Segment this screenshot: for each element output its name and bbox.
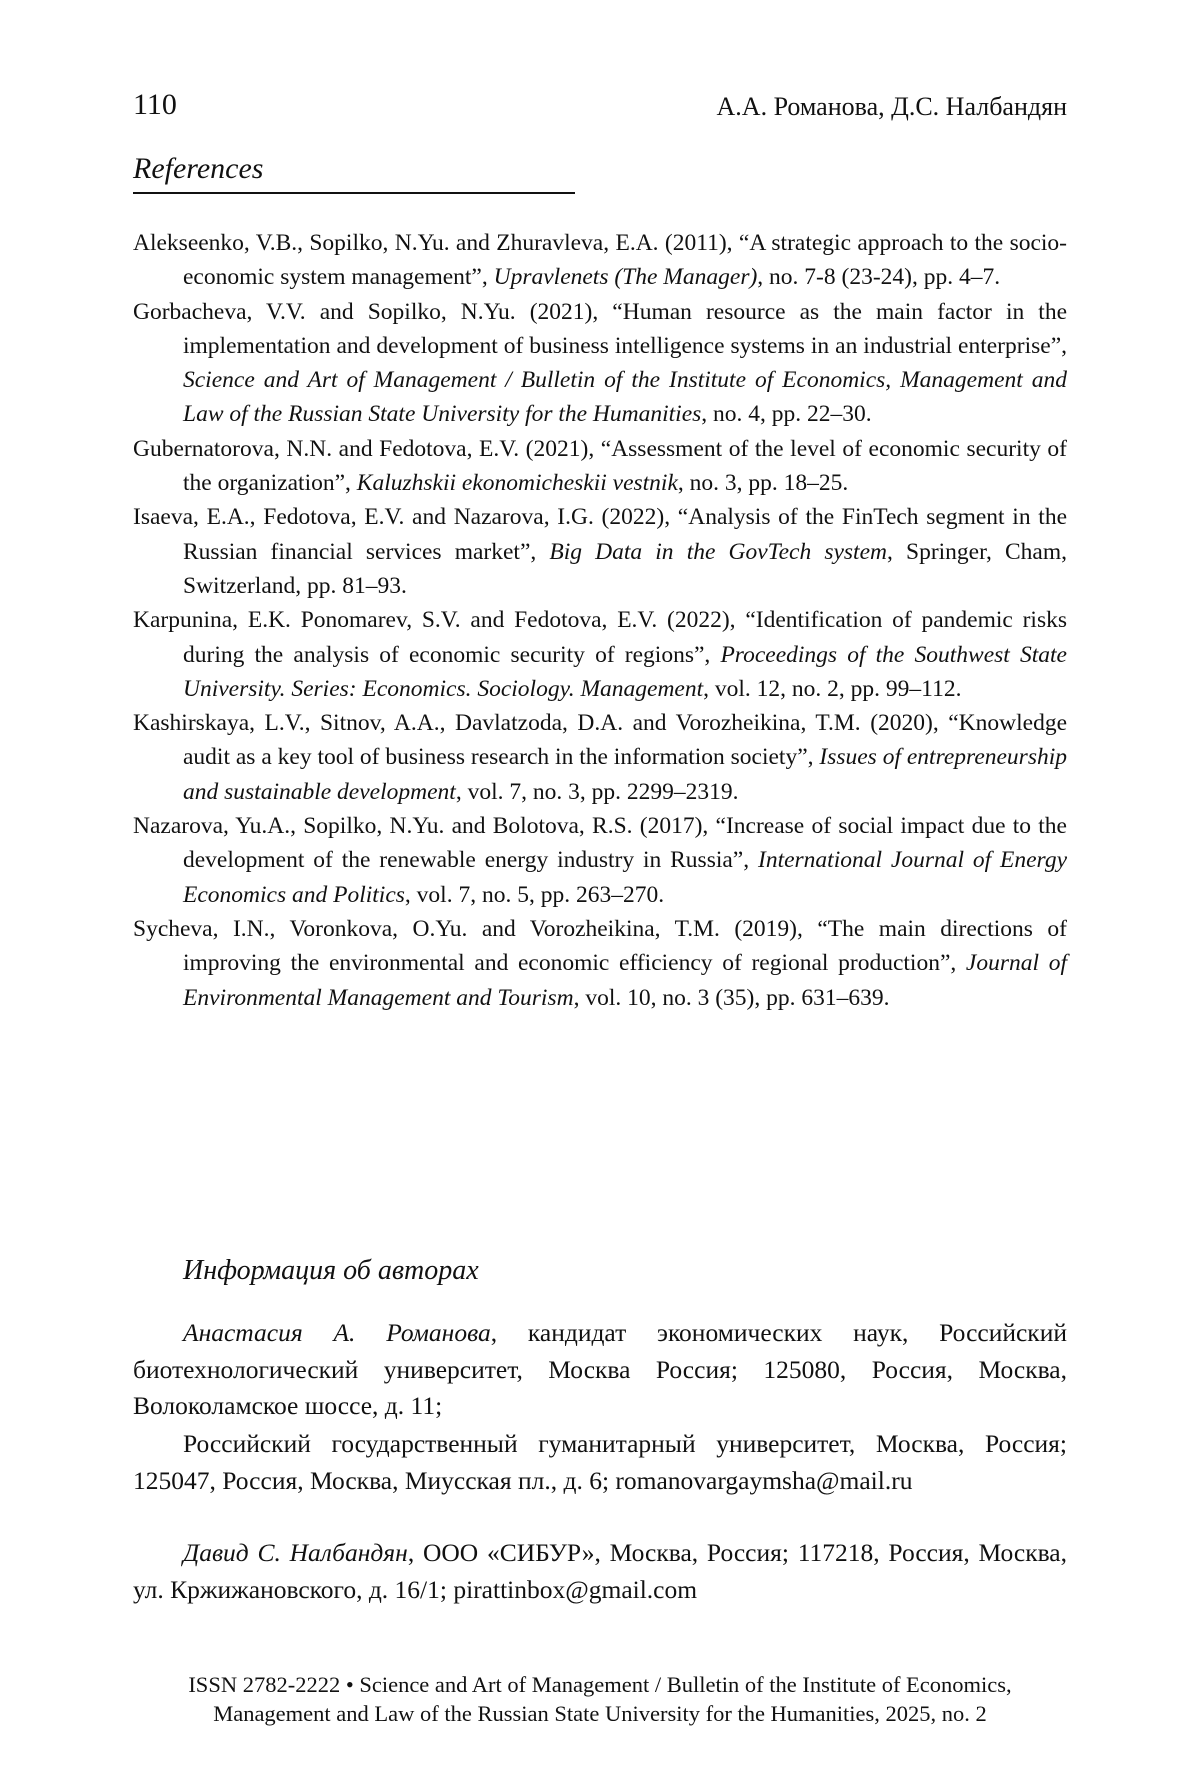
reference-source: Kaluzhskii ekonomicheskii vestnik — [356, 470, 678, 497]
reference-source: Journal of Environmental Management and Tourism — [183, 950, 1067, 1011]
reference-item: Gubernatorova, N.N. and Fedotova, E.V. (2021), “Assessment of the level of economic security of the organization”, Kaluzhskii ekonomicheskii vestnik, no. 3, pp. 18–25. — [133, 435, 1067, 497]
references-list — [133, 226, 1067, 1015]
footer-line: Management and Law of the Russian State University for the Humanities, 2025, no. 2 — [213, 1701, 987, 1726]
running-header — [133, 88, 1067, 128]
author-name: Давид С. Налбандян — [183, 1538, 408, 1567]
reference-source: Upravlenets (The Manager) — [493, 264, 758, 291]
reference-item: Nazarova, Yu.A., Sopilko, N.Yu. and Bolotova, R.S. (2017), “Increase of social impact due to the development of the renewable energy industry in Russia”, International Journal of Energy Economics and Politics, vol. 7, no. 5, pp. 263–270. — [133, 813, 1068, 908]
reference-source: International Journal of Energy Economics and Politics — [183, 847, 1068, 908]
reference-item: Alekseenko, V.B., Sopilko, N.Yu. and Zhuravleva, E.A. (2011), “A strategic approach to the socio-economic system management”, Upravlenets (The Manager), no. 7-8 (23-24), pp. 4–7. — [133, 230, 1067, 291]
reference-source: Proceedings of the Southwest State University. Series: Economics. Sociology. Management — [183, 641, 1067, 702]
reference-item: Isaeva, E.A., Fedotova, E.V. and Nazarova, I.G. (2022), “Analysis of the FinTech segment in the Russian financial services market”, Big Data in the GovTech system, Springer, Cham, Switzerland, pp. 81–93. — [133, 504, 1068, 599]
author-name: Анастасия А. Романова — [183, 1318, 491, 1347]
reference-item: Kashirskaya, L.V., Sitnov, A.A., Davlatzoda, D.A. and Vorozheikina, T.M. (2020), “Knowledge audit as a key tool of business research in the information society”, Issues of entrepreneurship and sustainable development, vol. 7, no. 3, pp. 2299–2319. — [133, 710, 1067, 805]
author-nalbandyan-info: Давид С. Налбандян, ООО «СИБУР», Москва, Россия; 117218, Россия, Москва, ул. Кржижановского, д. 16/1; pirattinbox@gmail.com — [133, 1538, 1067, 1604]
footer-line: ISSN 2782-2222 • Science and Art of Management / Bulletin of the Institute of Economics, — [188, 1672, 1012, 1697]
authors-info-title: Информация об авторах — [183, 1255, 479, 1286]
reference-source: Issues of entrepreneurship and sustainable development — [183, 744, 1067, 805]
reference-source: Big Data in the GovTech system — [549, 538, 887, 565]
reference-source: Science and Art of Management / Bulletin of the Institute of Economics, Management and Law of the Russian State University for the Humanities — [183, 367, 1067, 428]
page-number: 110 — [133, 88, 177, 121]
journal-footer — [100, 1670, 1100, 1728]
author-romanova-affiliation: Российский государственный гуманитарный университет, Москва, Россия; 125047, Россия, Москва, Миусская пл., д. 6; romanovargaymsha@mail.ru — [133, 1429, 1067, 1495]
references-heading: References — [133, 152, 575, 194]
reference-item: Sycheva, I.N., Voronkova, O.Yu. and Vorozheikina, T.M. (2019), “The main directions of improving the environmental and economic efficiency of regional production”, Journal of Environmental Management and Tourism, vol. 10, no. 3 (35), pp. 631–639. — [133, 915, 1067, 1011]
header-authors: А.А. Романова, Д.С. Налбандян — [716, 92, 1067, 121]
reference-item: Karpunina, E.K. Ponomarev, S.V. and Fedotova, E.V. (2022), “Identification of pandemic risks during the analysis of economic security of regions”, Proceedings of the Southwest State University. Series: Economics. Sociology. Management, vol. 12, no. 2, pp. 99–112. — [133, 607, 1067, 702]
author-romanova-info: Анастасия А. Романова, кандидат экономических наук, Российский биотехнологический университет, Москва Россия; 125080, Россия, Москва, Волоколамское шоссе, д. 11; — [133, 1318, 1067, 1420]
reference-item: Gorbacheva, V.V. and Sopilko, N.Yu. (2021), “Human resource as the main factor in the implementation and development of business intelligence systems in an industrial enterprise”, Science and Art of Management / Bulletin of the Institute of Economics, Management and Law of the Russian State University for the Humanities, no. 4, pp. 22–30. — [133, 298, 1067, 428]
